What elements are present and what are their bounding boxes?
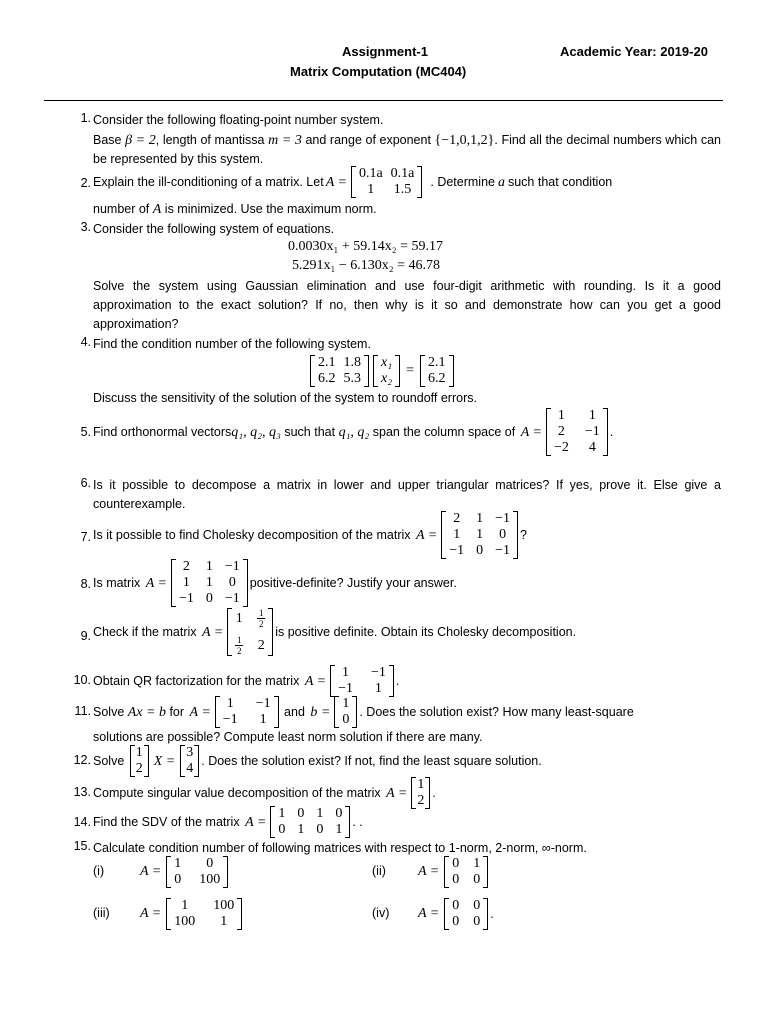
q3-equation-1: 0.0030x₁ + 59.14x₂ = 59.17 xyxy=(288,239,444,254)
q4-x-vector: x₁ x₂ xyxy=(373,355,400,387)
q3-equation-2: 5.291x₁ − 6.130x₂ = 46.78 xyxy=(292,258,441,273)
question-11: Solve Ax = b for A = 1 −1 −1 1 and b = 1 0 . Does the solution exist? How many least-square solutions are possible? Compute least norm solution if there are many. xyxy=(93,696,634,744)
question-number: 7. xyxy=(80,530,91,544)
question-number: 12. xyxy=(73,753,91,767)
question-7: Is it possible to find Cholesky decomposition of the matrix A = 2 1 −1 1 1 0 −1 0 −1 ? xyxy=(93,511,527,558)
question-6: Is it possible to decompose a matrix in lower and upper triangular matrices? If yes, prove it. Else give a counterexample. xyxy=(93,478,721,511)
q4-matrix: 2.1 1.8 6.2 5.3 xyxy=(310,355,369,387)
part-label: (ii) xyxy=(372,864,386,878)
question-5: Find orthonormal vectors q₁, q₂, q₃ such that q₁, q₂ span the column space of A = 1 1 2 −1 −2 4 . xyxy=(93,408,614,455)
q15-part-i: A = 1 0 0 100 xyxy=(140,856,230,888)
q15-line1: Calculate condition number of following matrices with respect to 1-norm, 2-norm, ∞-norm. xyxy=(93,841,587,855)
q4-line1: Find the condition number of the following system. xyxy=(93,337,371,351)
q15-matrix-iii: 1 100 100 1 xyxy=(166,898,242,930)
q4-b-vector: 2.1 6.2 xyxy=(420,355,454,387)
question-number: 2. xyxy=(80,176,91,190)
question-number: 3. xyxy=(80,220,91,234)
part-label: (iv) xyxy=(372,906,390,920)
academic-year: Academic Year: 2019-20 xyxy=(560,44,708,59)
question-number: 10. xyxy=(73,673,91,687)
question-8: Is matrix A = 2 1 −1 1 1 0 −1 0 −1 positive-definite? Justify your answer. xyxy=(93,559,457,606)
course-title: Matrix Computation (MC404) xyxy=(290,64,467,79)
question-number: 4. xyxy=(80,335,91,349)
question-2: Explain the ill-conditioning of a matrix. Let A = 0.1a 0.1a 1 1.5 . Determine a such that condition number of A is minimized. Use the maximum norm. xyxy=(93,166,613,217)
question-9: Check if the matrix A = 1 $\frac{1}{2}$ $\frac{1}{2}$ 2 is positive definite. Obtain its Cholesky decomposition. xyxy=(93,608,577,656)
fraction: $\frac{1}{2}$ xyxy=(236,635,242,656)
q9-matrix: 1 $\frac{1}{2}$ $\frac{1}{2}$ 2 xyxy=(227,608,273,656)
question-number: 9. xyxy=(80,629,91,643)
q15-matrix-iv: 0 0 0 0 xyxy=(444,898,488,930)
question-12: Solve 1 2 X = 3 4 . Does the solution exist? If not, find the least square solution. xyxy=(93,745,542,776)
part-label: (i) xyxy=(93,864,105,878)
q1-line1: Consider the following floating-point number system. xyxy=(93,113,384,127)
question-number: 15. xyxy=(73,839,91,853)
q4-system: 2.1 1.8 6.2 5.3 x₁ x₂ = 2.1 6.2 xyxy=(308,355,456,387)
q3-line1: Consider the following system of equations. xyxy=(93,222,335,236)
q15-matrix-i: 1 0 0 100 xyxy=(166,856,228,888)
q14-matrix: 1 0 1 0 0 1 0 1 xyxy=(270,806,350,838)
q4-line2: Discuss the sensitivity of the solution of the system to roundoff errors. xyxy=(93,391,477,405)
q12-rhs-vector: 3 4 xyxy=(180,745,199,777)
question-number: 1. xyxy=(80,111,91,125)
question-number: 14. xyxy=(73,815,91,829)
q10-matrix: 1 −1 −1 1 xyxy=(330,665,394,697)
question-1 xyxy=(93,111,721,169)
fraction: $\frac{1}{2}$ xyxy=(258,608,264,629)
q1-body: Base β = 2, length of mantissa m = 3 and range of exponent {−1,0,1,2}. Find all the decimal numbers which can be represented by this system. xyxy=(93,133,721,166)
q12-lhs-vector: 1 2 xyxy=(130,745,149,777)
question-number: 8. xyxy=(80,577,91,591)
q15-part-iv: A = 0 0 0 0 . xyxy=(418,898,494,929)
q2-matrix: 0.1a 0.1a 1 1.5 xyxy=(351,166,422,198)
question-number: 11. xyxy=(74,704,91,718)
question-14: Find the SDV of the matrix A = 1 0 1 0 0 1 0 1 . . xyxy=(93,806,363,837)
part-label: (iii) xyxy=(93,906,110,920)
question-number: 5. xyxy=(80,425,91,439)
q15-part-ii: A = 0 1 0 0 xyxy=(418,856,490,888)
q15-matrix-ii: 0 1 0 0 xyxy=(444,856,488,888)
question-10: Obtain QR factorization for the matrix A = 1 −1 −1 1 . xyxy=(93,665,400,696)
question-13: Compute singular value decomposition of the matrix A = 1 2 . xyxy=(93,777,436,808)
q5-matrix: 1 1 2 −1 −2 4 xyxy=(546,408,608,456)
q11-b-vector: 1 0 xyxy=(334,696,357,728)
q7-matrix: 2 1 −1 1 1 0 −1 0 −1 xyxy=(441,511,518,559)
question-number: 6. xyxy=(80,476,91,490)
q8-matrix: 2 1 −1 1 1 0 −1 0 −1 xyxy=(171,559,248,607)
q13-matrix: 1 2 xyxy=(411,777,430,809)
q15-part-iii: A = 1 100 100 1 xyxy=(140,898,244,930)
assignment-title: Assignment-1 xyxy=(342,44,428,59)
header-divider xyxy=(44,100,723,101)
q11-matrix: 1 −1 −1 1 xyxy=(215,696,279,728)
question-number: 13. xyxy=(73,785,91,799)
q3-body: Solve the system using Gaussian elimination and use four-digit arithmetic with rounding. Is it a good approximation to the exact solution? If no, then why is it so and demonstrate how can you get a good approximation? xyxy=(93,279,721,331)
